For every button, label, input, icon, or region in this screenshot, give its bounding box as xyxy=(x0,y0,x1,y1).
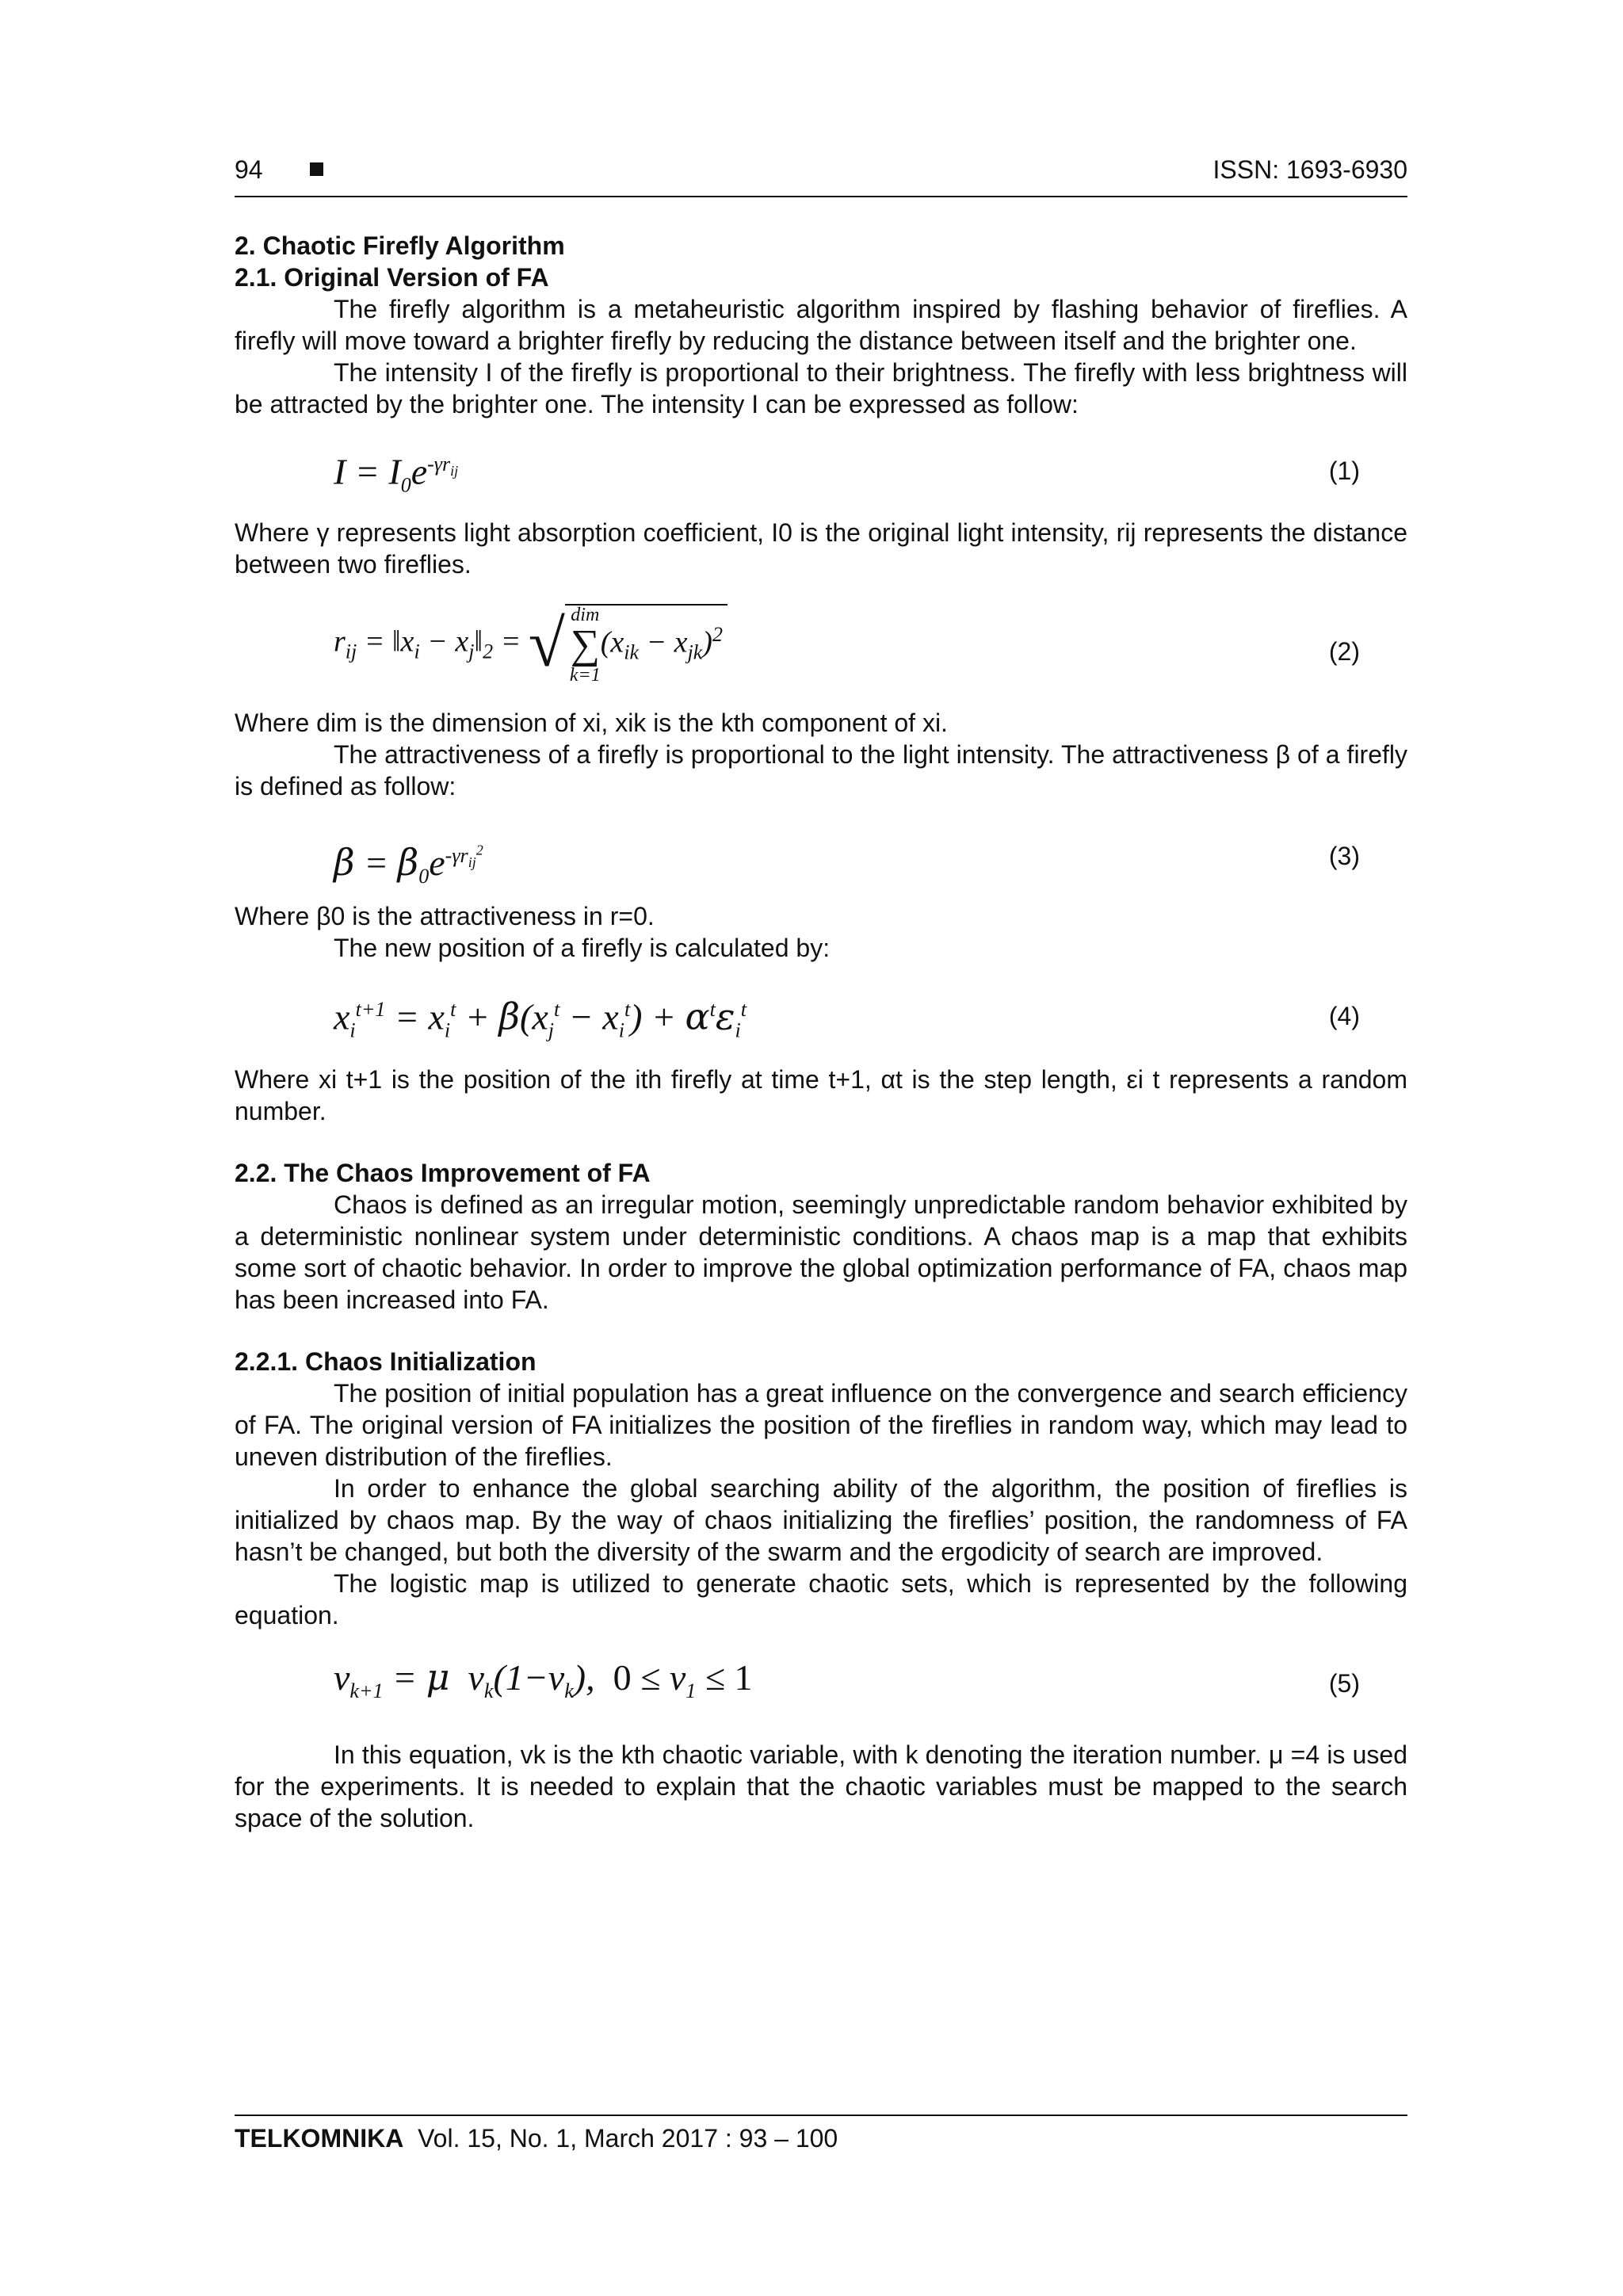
square-bullet-icon xyxy=(310,162,323,176)
header-rule xyxy=(235,196,1407,197)
page-header xyxy=(235,155,1407,195)
sqrt-sign: √ dim ∑ $k=1(x_{ik} - x_{jk})^2$ xyxy=(529,604,727,685)
journal-name: TELKOMNIKA xyxy=(235,2124,404,2153)
equation-2 xyxy=(235,596,1407,707)
summation-symbol: dim ∑ k=1 xyxy=(569,605,601,686)
equation-5 xyxy=(235,1644,1407,1720)
journal-details: Vol. 15, No. 1, March 2017 : 93 – 100 xyxy=(418,2124,838,2153)
page-footer xyxy=(235,2124,838,2153)
equation-3-number: (3) xyxy=(1328,842,1360,870)
section-2-1-title: 2.1. Original Version of FA xyxy=(235,263,549,292)
paragraph-2: The intensity I of the firefly is proportional to their brightness. The firefly with less brightness will be attracted by the brighter one. The intensity I can be expressed as follow: xyxy=(235,358,1407,418)
paragraph-10: The position of initial population has a great influence on the convergence and search efficiency of FA. The original version of FA initializes the position of the fireflies in random way, which may lead to uneven distribution of the fireflies. xyxy=(235,1379,1407,1471)
paragraph-4: Where dim is the dimension of xi, xik is the kth component of xi. xyxy=(235,709,948,737)
section-2-2-title: 2.2. The Chaos Improvement of FA xyxy=(235,1159,651,1187)
equation-1-number: (1) xyxy=(1328,457,1360,485)
section-2-2-1-title: 2.2.1. Chaos Initialization xyxy=(235,1347,537,1376)
equation-3-formula: $\beta = \beta_0e^{-\gamma r_{ij}^2}$ xyxy=(334,840,483,888)
paragraph-9: Chaos is defined as an irregular motion, seemingly unpredictable random behavior exhibited by a deterministic nonlinear system under deterministic conditions. A chaos map is a map that exhibits some sort of chaotic behavior. In order to improve the global optimization performance of FA, chaos map has been increased into FA. xyxy=(235,1190,1407,1314)
equation-2-formula: $r_{ij}$ = $‖x_i$ − $x_j‖_2$ = √ dim ∑ $k=1(x_{ik} - x_{jk})^2$ xyxy=(334,604,727,685)
paragraph-3: Where γ represents light absorption coefficient, I0 is the original light intensity, rij represents the distance between two fireflies. xyxy=(235,518,1407,579)
paragraph-1: The firefly algorithm is a metaheuristic algorithm inspired by flashing behavior of fireflies. A firefly will move toward a brighter firefly by reducing the distance between itself and the brighter one. xyxy=(235,295,1407,355)
equation-2-number: (2) xyxy=(1328,637,1360,666)
paragraph-6: Where β0 is the attractiveness in r=0. xyxy=(235,902,655,930)
section-2-title: 2. Chaotic Firefly Algorithm xyxy=(235,231,565,260)
equation-5-number: (5) xyxy=(1328,1669,1360,1698)
article-body xyxy=(235,230,1407,1834)
paragraph-7: The new position of a firefly is calculated by: xyxy=(334,934,831,962)
equation-3 xyxy=(235,816,1407,892)
equation-1 xyxy=(235,431,1407,507)
equation-5-formula: $v_{k+1} = \mu$ $v_k(1-v_k)$, $0 \le v_1 \le 1$ xyxy=(334,1656,753,1703)
paragraph-11: In order to enhance the global searching ability of the algorithm, the position of fireflies is initialized by chaos map. By the way of chaos initializing the fireflies’ position, the randomness of FA hasn’t be changed, but both the diversity of the swarm and the ergodicity of search are improved. xyxy=(235,1474,1407,1566)
issn-label: ISSN: 1693-6930 xyxy=(1212,155,1407,184)
paragraph-12: The logistic map is utilized to generate chaotic sets, which is represented by the following equation. xyxy=(235,1569,1407,1629)
paragraph-8: Where xi t+1 is the position of the ith firefly at time t+1, αt is the step length, εi t represents a random number. xyxy=(235,1065,1407,1125)
footer-rule xyxy=(235,2115,1407,2116)
equation-4 xyxy=(235,976,1407,1052)
equation-4-number: (4) xyxy=(1328,1002,1360,1030)
equation-1-formula: $I = I_0e^{-\gamma r_{ij}}$ xyxy=(334,451,459,497)
page-number: 94 xyxy=(235,155,263,184)
paragraph-5: The attractiveness of a firefly is proportional to the light intensity. The attractiveness β of a firefly is defined as follow: xyxy=(235,740,1407,800)
equation-4-formula: $x_i^{t+1} = x_i^t + \beta(x_j^t - x_i^t) + \alpha^t\varepsilon_i^t$ xyxy=(334,995,747,1042)
paragraph-13: In this equation, vk is the kth chaotic variable, with k denoting the iteration number. μ =4 is used for the experiments. It is needed to explain that the chaotic variables must be mapped to the search space of the solution. xyxy=(235,1740,1408,1832)
